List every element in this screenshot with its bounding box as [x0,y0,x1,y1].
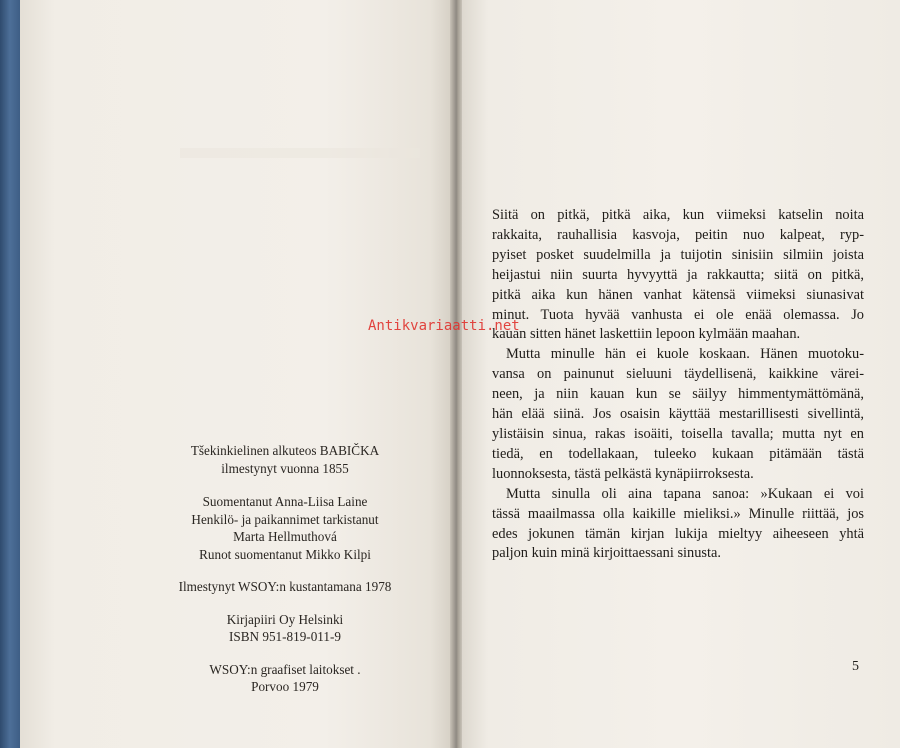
text-line: kauan sitten hänet laskettiin lepoon kylmään maahan. [492,326,801,343]
text-line: pitkä aika kun hänen vanhat kätensä viimeksi siunasivat [492,286,864,303]
text-line: rakkaita, rauhallisia kasvoja, peitin nuo kalpeat, ryp- [492,226,864,243]
faded-bleed-through [180,148,420,158]
text-line: Mutta sinulla oli aina tapana sanoa: »Kukaan ei voi [506,485,864,502]
page-number: 5 [852,659,859,674]
colophon-line: WSOY:n graafiset laitokset . [209,661,361,677]
text-line: ylistäisin sinua, rakas isoäiti, toisella tavalla; mutta nyt en [492,425,864,442]
text-line: vansa on painunut sieluuni täydellisenä, kaikkine värei- [492,366,864,383]
colophon-line: Suomentanut Anna-Liisa Laine [202,494,368,509]
text-line: neen, ja niin kauan kun se säilyy himmentymättömänä, [492,386,864,403]
text-line: minut. Tuota hyvää vanhusta ei ole enää olemassa. Jo [492,306,864,323]
colophon-line: Marta Hellmuthová [233,529,337,544]
text-line: edes jokunen tämän kirjan lukija mieltyy aiheeseen yhtä [492,525,864,542]
colophon-publisher [150,578,420,596]
text-line: hän elää siinä. Jos osaisin käyttää mestarillisesti sivellintä, [492,406,864,423]
colophon-line: Runot suomentanut Mikko Kilpi [199,546,371,562]
colophon-line: Henkilö- ja paikannimet tarkistanut [191,511,379,527]
colophon-printer [150,611,420,646]
chapter-text [492,206,864,564]
colophon-line: Ilmestynyt WSOY:n kustantamana 1978 [178,579,392,594]
colophon [150,442,420,711]
text-line: paljon kuin minä kirjoittaessani sinusta. [492,545,722,562]
text-line: pyiset posket suudelmilla ja tuijotin sinisiin silmiin joista [492,246,864,263]
colophon-line: Tšekinkielinen alkuteos BABIČKA [190,443,380,458]
text-line: Siitä on pitkä, pitkä aika, kun viimeksi katselin noita [492,207,864,223]
watermark-text: Antikvariaatti.net [368,318,520,334]
colophon-line: ISBN 951-819-011-9 [229,629,341,644]
text-line: tiedä, en todellakaan, tuleeko kukaan pitämään tästä [492,445,864,462]
colophon-print-works [150,661,420,696]
colophon-line: Kirjapiiri Oy Helsinki [226,611,344,627]
text-line: luonnoksesta, tästä pelkästä kynäpiirroksesta. [492,465,754,482]
colophon-line: Porvoo 1979 [251,679,319,694]
text-line: heijastui niin suurta hyvyyttä ja rakkautta; siitä on pitkä, [492,266,864,283]
colophon-line: ilmestynyt vuonna 1855 [221,460,349,476]
text-line: Mutta minulle hän ei kuole koskaan. Hänen muotoku- [506,346,864,363]
colophon-credits [150,493,420,563]
text-line: tässä maailmassa olla kaikille mieliksi.» Minulle riittää, jos [492,505,864,522]
colophon-original-work [150,442,420,477]
